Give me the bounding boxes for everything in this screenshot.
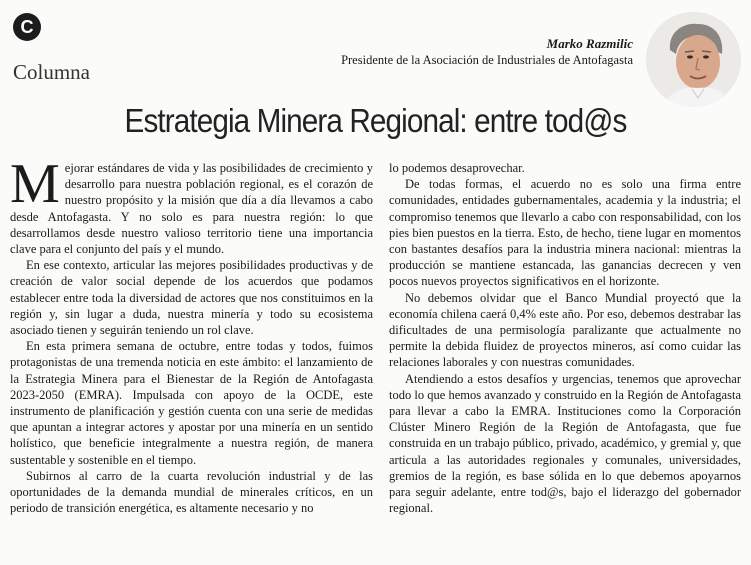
article-paragraph: Subirnos al carro de la cuarta revolución industrial y de las oportunidades de la demanda mundial de minerales críticos, en un periodo de transición energética, es altamente necesario y no — [10, 468, 373, 516]
column-badge: C — [13, 13, 41, 41]
article-title: Estrategia Minera Regional: entre tod@s — [124, 102, 627, 139]
article-paragraph: Mejorar estándares de vida y las posibilidades de crecimiento y desarrollo para nuestra población regional, es el corazón de nuestro propósito y la misión que día a día llevamos a cabo desde Antofagasta. Y no solo es para nuestra región: lo que desarrollamos desde nuestro valioso territorio tiene una importancia clave para el conjunto del país y el mundo. — [10, 153, 373, 257]
article-paragraph: En esta primera semana de octubre, entre todas y todos, fuimos protagonistas de una tremenda noticia en este ámbito: el lanzamiento de la Estrategia Minera para el Bienestar de la Región de Antofagasta 2023-2050 (EMRA). Impulsada con apoyo de la OCDE, este instrumento de planificación y gestión cuenta con una serie de medidas que apuntan a integrar actores y apostar por una minería en un sentido holístico, que beneficie integralmente a nuestra región, de manera sustentable y sostenible en el tiempo. — [10, 339, 373, 467]
article-paragraph: En ese contexto, articular las mejores posibilidades productivas y de creación de valor social depende de los acuerdos que podamos establecer entre toda la diversidad de actores que nos constituimos en la región y, sin lugar a duda, nuestra minería y todo su ecosistema asociado tienen y seguirán teniendo un rol clave. — [10, 258, 373, 338]
author-role: Presidente de la Asociación de Industriales de Antofagasta — [341, 53, 633, 67]
article-paragraph: De todas formas, el acuerdo no es solo una firma entre comunidades, entidades gubernamentales, academia y la industria; el compromiso tenemos que llevarlo a cabo con responsabilidad, con los pies bien puestos en la tierra. Esto, de hecho, tiene lugar en momentos con bastantes desafíos para la industria minera nacional: mientras la producción se mantiene estancada, las ganancias decrecen y ven pocos nuevos proyectos significativos en el horizonte. — [389, 177, 741, 289]
article-column-right — [389, 160, 741, 516]
author-portrait-icon — [646, 12, 741, 107]
article-paragraph: Atendiendo a estos desafíos y urgencias, tenemos que aprovechar todo lo que hemos avanzado y construido en la Región de Antofagasta para llevar a cabo la EMRA. Instituciones como la Corporación Clúster Minero Región de la Región de Antofagasta, que fue construida en un trabajo público, privado, académico, y gremial y, que articula a las autoridades regionales y comunales, universidades, gremios de la región, es base sólida en lo que debemos apoyarnos para seguir adelante, entre tod@s, bajo el liderazgo del gobernador regional. — [389, 371, 741, 516]
section-label: Columna — [13, 60, 90, 84]
article-column-left — [10, 153, 373, 516]
article-paragraph: No debemos olvidar que el Banco Mundial proyectó que la economía chilena caerá 0,4% este año. Por eso, debemos destrabar las dificultades de una permisología paralizante que actualmente no permite la debida fluidez de proyectos mineros, así como cuidar las relaciones laborales y con nuestras comunidades. — [389, 290, 741, 370]
author-byline — [341, 36, 633, 68]
drop-cap: M — [10, 153, 60, 215]
author-name: Marko Razmilic — [546, 36, 633, 51]
article-paragraph-continued: lo podemos desaprovechar. — [389, 161, 525, 175]
